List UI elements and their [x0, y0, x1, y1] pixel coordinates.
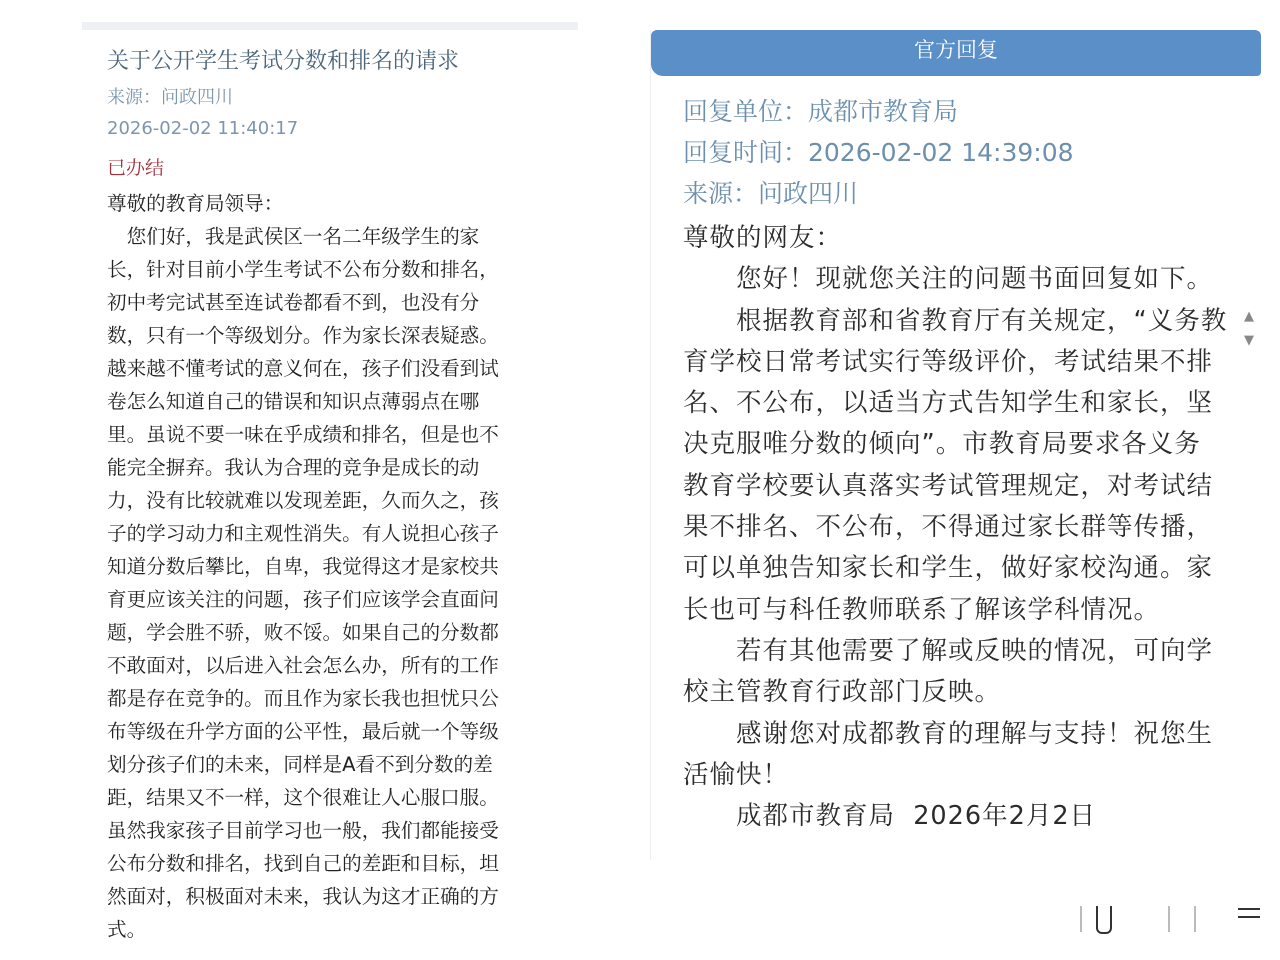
body-line: 成都市教育局 2026年2月2日: [683, 801, 1097, 832]
body-line: 力，没有比较就难以发现差距，久而久之，孩: [107, 489, 499, 512]
reply-unit: 回复单位：成都市教育局: [683, 97, 959, 126]
reply-body: [683, 218, 1227, 837]
body-line: 公布分数和排名，找到自己的差距和目标，坦: [107, 852, 499, 875]
body-line: 不敢面对，以后进入社会怎么办，所有的工作: [107, 654, 499, 677]
body-line: 校主管教育行政部门反映。: [683, 677, 1002, 708]
reply-panel: [650, 30, 1261, 860]
reply-source: 来源：问政四川: [683, 179, 859, 208]
body-line: 长也可与科任教师联系了解该学科情况。: [683, 594, 1161, 625]
body-line: 尊敬的教育局领导：: [107, 192, 284, 215]
body-line: 然面对，积极面对未来，我认为这才正确的方: [107, 885, 499, 908]
toolbar-divider: [1168, 906, 1170, 932]
toolbar-divider: [1194, 906, 1196, 932]
status-badge: 已办结: [107, 157, 165, 179]
menu-icon-line: [1238, 916, 1260, 918]
cup-icon: [1096, 906, 1112, 934]
body-line: 您好！现就您关注的问题书面回复如下。: [683, 264, 1214, 295]
body-line: 虽然我家孩子目前学习也一般，我们都能接受: [107, 819, 499, 842]
body-line: 越来越不懂考试的意义何在，孩子们没看到试: [107, 357, 499, 380]
body-line: 育学校日常考试实行等级评价，考试结果不排: [683, 346, 1214, 377]
menu-icon: [1238, 908, 1260, 910]
request-source: 来源：问政四川: [107, 87, 233, 108]
body-line: 长，针对目前小学生考试不公布分数和排名，: [107, 258, 499, 281]
body-line: 教育学校要认真落实考试管理规定，对考试结: [683, 470, 1214, 501]
toolbar-divider: [1080, 906, 1082, 932]
body-line: 距，结果又不一样，这个很难让人心服口服。: [107, 786, 499, 809]
body-line: 感谢您对成都教育的理解与支持！祝您生: [683, 718, 1214, 749]
body-line: 活愉快！: [683, 759, 790, 790]
body-line: 决克服唯分数的倾向”。市教育局要求各义务: [683, 429, 1201, 460]
reply-time: 回复时间：2026-02-02 14:39:08: [683, 138, 1074, 167]
body-line: 卷怎么知道自己的错误和知识点薄弱点在哪: [107, 390, 480, 413]
body-line: 根据教育部和省教育厅有关规定，“义务教: [683, 305, 1228, 336]
body-line: 式。: [107, 918, 147, 941]
request-title: 关于公开学生考试分数和排名的请求: [107, 49, 460, 74]
body-line: 可以单独告知家长和学生，做好家校沟通。家: [683, 553, 1214, 584]
body-line: 都是存在竞争的。而且作为家长我也担忧只公: [107, 687, 499, 710]
scroll-control[interactable]: [1238, 305, 1260, 355]
body-line: 果不排名、不公布，不得通过家长群等传播，: [683, 512, 1214, 543]
reply-header: 官方回复: [651, 30, 1261, 76]
body-line: 尊敬的网友：: [683, 223, 843, 253]
body-line: 若有其他需要了解或反映的情况，可向学: [683, 635, 1214, 666]
scroll-down-icon[interactable]: ▼: [1244, 333, 1254, 348]
body-line: 您们好，我是武侯区一名二年级学生的家: [107, 225, 480, 248]
scroll-up-icon[interactable]: ▲: [1244, 309, 1254, 324]
body-line: 题，学会胜不骄，败不馁。如果自己的分数都: [107, 621, 499, 644]
body-line: 里。虽说不要一味在乎成绩和排名，但是也不: [107, 423, 499, 446]
body-line: 育更应该关注的问题，孩子们应该学会直面问: [107, 588, 499, 611]
body-line: 子的学习动力和主观性消失。有人说担心孩子: [107, 522, 499, 545]
body-line: 划分孩子们的未来，同样是A看不到分数的差: [107, 753, 493, 776]
request-datetime: 2026-02-02 11:40:17: [107, 118, 299, 139]
body-line: 名、不公布，以适当方式告知学生和家长，坚: [683, 388, 1214, 419]
body-line: 知道分数后攀比，自卑，我觉得这才是家校共: [107, 555, 499, 578]
body-line: 初中考完试甚至连试卷都看不到，也没有分: [107, 291, 480, 314]
body-line: 能完全摒弃。我认为合理的竞争是成长的动: [107, 456, 480, 479]
body-line: 数，只有一个等级划分。作为家长深表疑惑。: [107, 324, 499, 347]
faded-toolbar: [1020, 898, 1260, 938]
body-line: 布等级在升学方面的公平性，最后就一个等级: [107, 720, 499, 743]
request-body: [107, 187, 499, 946]
request-panel: [82, 22, 578, 960]
panel-top-bar: [82, 22, 578, 30]
